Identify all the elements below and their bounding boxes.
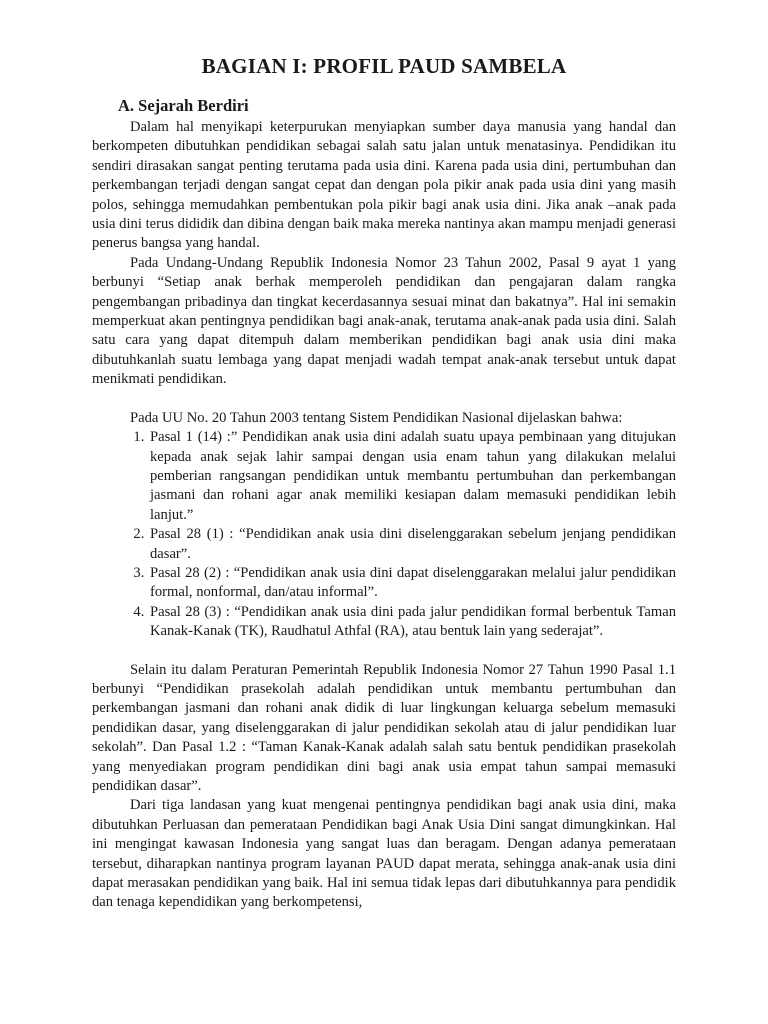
paragraph-spacer <box>92 390 676 409</box>
uu-intro: Pada UU No. 20 Tahun 2003 tentang Sistem Pendidikan Nasional dijelaskan bahwa: <box>130 409 623 426</box>
list-item: 1. Pasal 1 (14) :” Pendidikan anak usia dini adalah suatu upaya pembinaan yang ditujukan kepada anak sejak lahir sampai dengan usia enam tahun yang dilakukan melalui pemberian rangsangan pendidikan untuk membantu pertumbuhan dan perkembangan jasmani dan rohani agar anak memiliki kesiapan dalam memasuki pendidikan lebih lanjut.” <box>148 428 676 525</box>
paragraph-spacer <box>92 642 676 661</box>
paragraph: Dari tiga landasan yang kuat mengenai pentingnya pendidikan bagi anak usia dini, maka dibutuhkan Perluasan dan pemerataan Pendidikan bagi Anak Usia Dini sangat dimungkinkan. Hal ini mengingat kawasan Indonesia yang sangat luas dan beragam. Dengan adanya pemerataan tersebut, diharapkan nantinya program layanan PAUD dapat merata, sehingga anak-anak usia dini dapat merasakan pendidikan yang baik. Hal ini semua tidak lepas dari dibutuhkannya para pendidik dan tenaga kependidikan yang berkompetensi, <box>92 797 676 911</box>
uu-article-list <box>92 428 676 641</box>
paragraph: Dalam hal menyikapi keterpurukan menyiapkan sumber daya manusia yang handal dan berkompeten dibutuhkan pendidikan sebagai salah satu jalan untuk menatasinya. Pendidikan itu sendiri dirasakan sangat penting terutama pada usia dini. Karena pada usia dini, pertumbuhan dan perkembangan terjadi dengan sangat cepat dan dengan pola pikir anak pada usia dini yang masih polos, sehingga memudahkan pembentukan pola pikir bagi anak usia dini. Jika anak –anak pada usia dini terus dididik dan dibina dengan baik maka mereka nantinya akan mampu menjadi generasi penerus bangsa yang handal. <box>92 119 676 252</box>
list-item: 4. Pasal 28 (3) : “Pendidikan anak usia dini pada jalur pendidikan formal berbentuk Taman Kanak-Kanak (TK), Raudhatul Athfal (RA), atau bentuk lain yang sederajat”. <box>148 603 676 642</box>
list-item: 3. Pasal 28 (2) : “Pendidikan anak usia dini dapat diselenggarakan melalui jalur pendidikan formal, nonformal, dan/atau informal”. <box>148 564 676 603</box>
page-title: BAGIAN I: PROFIL PAUD SAMBELA <box>201 54 567 78</box>
paragraph: Selain itu dalam Peraturan Pemerintah Republik Indonesia Nomor 27 Tahun 1990 Pasal 1.1 berbunyi “Pendidikan prasekolah adalah pendidikan untuk membantu pertumbuhan dan perkembangan jasmani dan rohani anak didik di luar lingkungan keluarga sebelum memasuki pendidikan dasar, yang diselenggarakan di jalur pendidikan sekolah atau di jalur pendidikan luar sekolah”. Dan Pasal 1.2 : “Taman Kanak-Kanak adalah salah satu bentuk pendidikan prasekolah yang menyediakan program pendidikan dini bagi anak usia empat tahun sampai memasuki pendidikan dasar”. <box>92 661 676 794</box>
list-item: 2. Pasal 28 (1) : “Pendidikan anak usia dini diselenggarakan sebelum jenjang pendidikan dasar”. <box>148 525 676 564</box>
section-heading-sejarah: A. Sejarah Berdiri <box>118 96 249 115</box>
paragraph: Pada Undang-Undang Republik Indonesia Nomor 23 Tahun 2002, Pasal 9 ayat 1 yang berbunyi “Setiap anak berhak memperoleh pendidikan dan pengajaran dalam rangka pengembangan pribadinya dan tingkat kecerdasannya sesuai minat dan bakatnya”. Hal ini semakin memperkuat akan pentingnya pendidikan bagi anak-anak, terutama anak-anak pada usia dini. Salah satu cara yang dapat ditempuh dalam memberikan pendidikan bagi anak usia dini maka dibutuhkanlah suatu lembaga yang dapat menjadi wadah tempat anak-anak tersebut untuk dapat menikmati pendidikan. <box>92 254 676 388</box>
